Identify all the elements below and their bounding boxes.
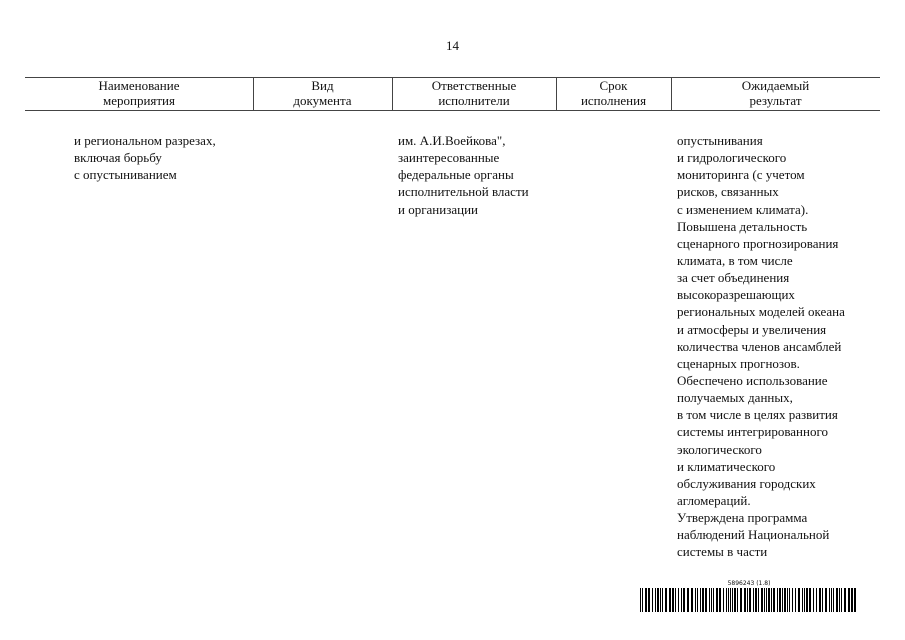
barcode-bar	[766, 588, 767, 612]
barcode-bar	[854, 588, 856, 612]
barcode-bar	[669, 588, 671, 612]
barcode-bar	[700, 588, 701, 612]
barcode-bar	[726, 588, 727, 612]
barcode-bar	[713, 588, 714, 612]
barcode-bar	[798, 588, 800, 612]
barcode-bar	[841, 588, 842, 612]
text-line: и атмосферы и увеличения	[677, 321, 827, 337]
barcode-bar	[675, 588, 676, 612]
text-line: заинтересованные	[398, 150, 500, 166]
barcode-bar	[761, 588, 763, 612]
barcode-bar	[829, 588, 830, 612]
barcode-bar	[795, 588, 796, 612]
barcode-bar	[753, 588, 754, 612]
header-responsible	[392, 78, 556, 108]
header-line: Срок	[599, 78, 628, 93]
barcode-bar	[681, 588, 682, 612]
text-line: и климатического	[677, 458, 776, 474]
text-line: количества членов ансамблей	[677, 338, 842, 354]
barcode-bar	[740, 588, 742, 612]
header-expected-result	[671, 78, 880, 108]
barcode-bar	[655, 588, 656, 612]
responsible-cell	[398, 132, 529, 218]
text-line: сценарного прогнозирования	[677, 235, 839, 251]
barcode-bar	[755, 588, 757, 612]
barcode-block	[640, 580, 858, 612]
barcode-caption: 5896243 (1.8)	[727, 580, 771, 587]
barcode-bar	[819, 588, 821, 612]
barcode-bar	[687, 588, 689, 612]
barcode-bar	[730, 588, 731, 612]
barcode-bar	[836, 588, 838, 612]
barcode-bar	[822, 588, 823, 612]
text-line: наблюдений Национальной	[677, 527, 830, 543]
barcode-bar	[711, 588, 712, 612]
barcode-bar	[804, 588, 805, 612]
barcode-bar	[825, 588, 827, 612]
text-line: и гидрологического	[677, 150, 787, 166]
header-line: мероприятия	[102, 93, 175, 108]
page-number: 14	[446, 38, 459, 53]
barcode-bar	[809, 588, 811, 612]
barcode-bar	[839, 588, 840, 612]
barcode-bar	[848, 588, 850, 612]
barcode-bar	[702, 588, 704, 612]
text-line: климата, в том числе	[677, 252, 793, 268]
barcode-bar	[648, 588, 650, 612]
barcode-bar	[789, 588, 790, 612]
barcode-bar	[768, 588, 770, 612]
header-event-name	[25, 78, 253, 108]
barcode-bar	[758, 588, 759, 612]
event-name-cell	[74, 132, 216, 183]
barcode-bar	[784, 588, 786, 612]
barcode-bar	[782, 588, 783, 612]
text-line: экологического	[677, 441, 762, 457]
text-line: региональных моделей океана	[677, 304, 845, 320]
barcode-bar	[705, 588, 707, 612]
barcode-bar	[831, 588, 832, 612]
barcode-bar	[691, 588, 693, 612]
barcode-bar	[645, 588, 647, 612]
barcode-bar	[764, 588, 765, 612]
barcode-bar	[802, 588, 803, 612]
header-line: Ожидаемый	[741, 78, 810, 93]
barcode-bar	[792, 588, 793, 612]
text-line: им. А.И.Воейкова",	[398, 133, 506, 148]
barcode-bar	[737, 588, 738, 612]
text-line: исполнительной власти	[398, 184, 529, 200]
header-line: результат	[749, 93, 802, 108]
barcode-bar	[806, 588, 808, 612]
header-deadline	[556, 78, 671, 108]
text-line: с изменением климата).	[677, 201, 809, 217]
barcode-bar	[657, 588, 659, 612]
header-document-type	[253, 78, 392, 108]
text-line: включая борьбу	[74, 150, 162, 166]
barcode-bar	[683, 588, 685, 612]
barcode-bar	[697, 588, 698, 612]
barcode-bar	[640, 588, 641, 612]
barcode-bar	[728, 588, 729, 612]
text-line: мониторинга (с учетом	[677, 167, 805, 183]
header-line: Ответственные	[431, 78, 517, 93]
barcode-bar	[734, 588, 736, 612]
text-line: высокоразрешающих	[677, 287, 795, 303]
text-line: агломераций.	[677, 492, 751, 508]
expected-result-cell	[677, 132, 845, 561]
barcode-bar	[747, 588, 748, 612]
barcode-bar	[787, 588, 788, 612]
barcode-bar	[695, 588, 696, 612]
text-line: федеральные органы	[398, 167, 514, 183]
barcode-bar	[723, 588, 724, 612]
barcode-bar	[813, 588, 814, 612]
barcode-bar	[777, 588, 778, 612]
barcode-bar	[833, 588, 834, 612]
text-line: и организации	[398, 201, 478, 217]
barcode-bar	[732, 588, 733, 612]
header-line: Наименование	[98, 78, 180, 93]
table-header-bottom-rule	[25, 110, 880, 111]
text-line: в том числе в целях развития	[677, 407, 838, 423]
barcode-bar	[678, 588, 679, 612]
text-line: Обеспечено использование	[677, 372, 828, 388]
text-line: Утверждена программа	[677, 510, 808, 526]
text-line: сценарных прогнозов.	[677, 355, 800, 371]
text-line: рисков, связанных	[677, 184, 779, 200]
barcode-bar	[719, 588, 721, 612]
barcode-bar	[771, 588, 772, 612]
barcode-icon	[640, 588, 858, 612]
header-line: Вид	[311, 78, 334, 93]
barcode-bar	[773, 588, 775, 612]
text-line: с опустыниванием	[74, 167, 177, 183]
barcode-bar	[844, 588, 846, 612]
text-line: системы в части	[677, 544, 768, 560]
barcode-bar	[660, 588, 661, 612]
text-line: Повышена детальность	[677, 218, 808, 234]
text-line: и региональном разрезах,	[74, 133, 216, 148]
barcode-bar	[662, 588, 663, 612]
barcode-bar	[749, 588, 751, 612]
text-line: опустынивания	[677, 133, 763, 148]
barcode-bar	[744, 588, 746, 612]
text-line: системы интегрированного	[677, 424, 828, 440]
header-line: исполнители	[438, 93, 510, 108]
barcode-bar	[851, 588, 853, 612]
header-line: документа	[293, 93, 352, 108]
barcode-bar	[652, 588, 653, 612]
barcode-bar	[709, 588, 710, 612]
barcode-bar	[816, 588, 817, 612]
barcode-bar	[642, 588, 643, 612]
text-line: обслуживания городских	[677, 475, 816, 491]
barcode-bar	[716, 588, 718, 612]
text-line: получаемых данных,	[677, 390, 793, 406]
barcode-bar	[779, 588, 781, 612]
text-line: за счет объединения	[677, 270, 790, 286]
header-line: исполнения	[580, 93, 647, 108]
barcode-bar	[665, 588, 667, 612]
barcode-bar	[672, 588, 674, 612]
